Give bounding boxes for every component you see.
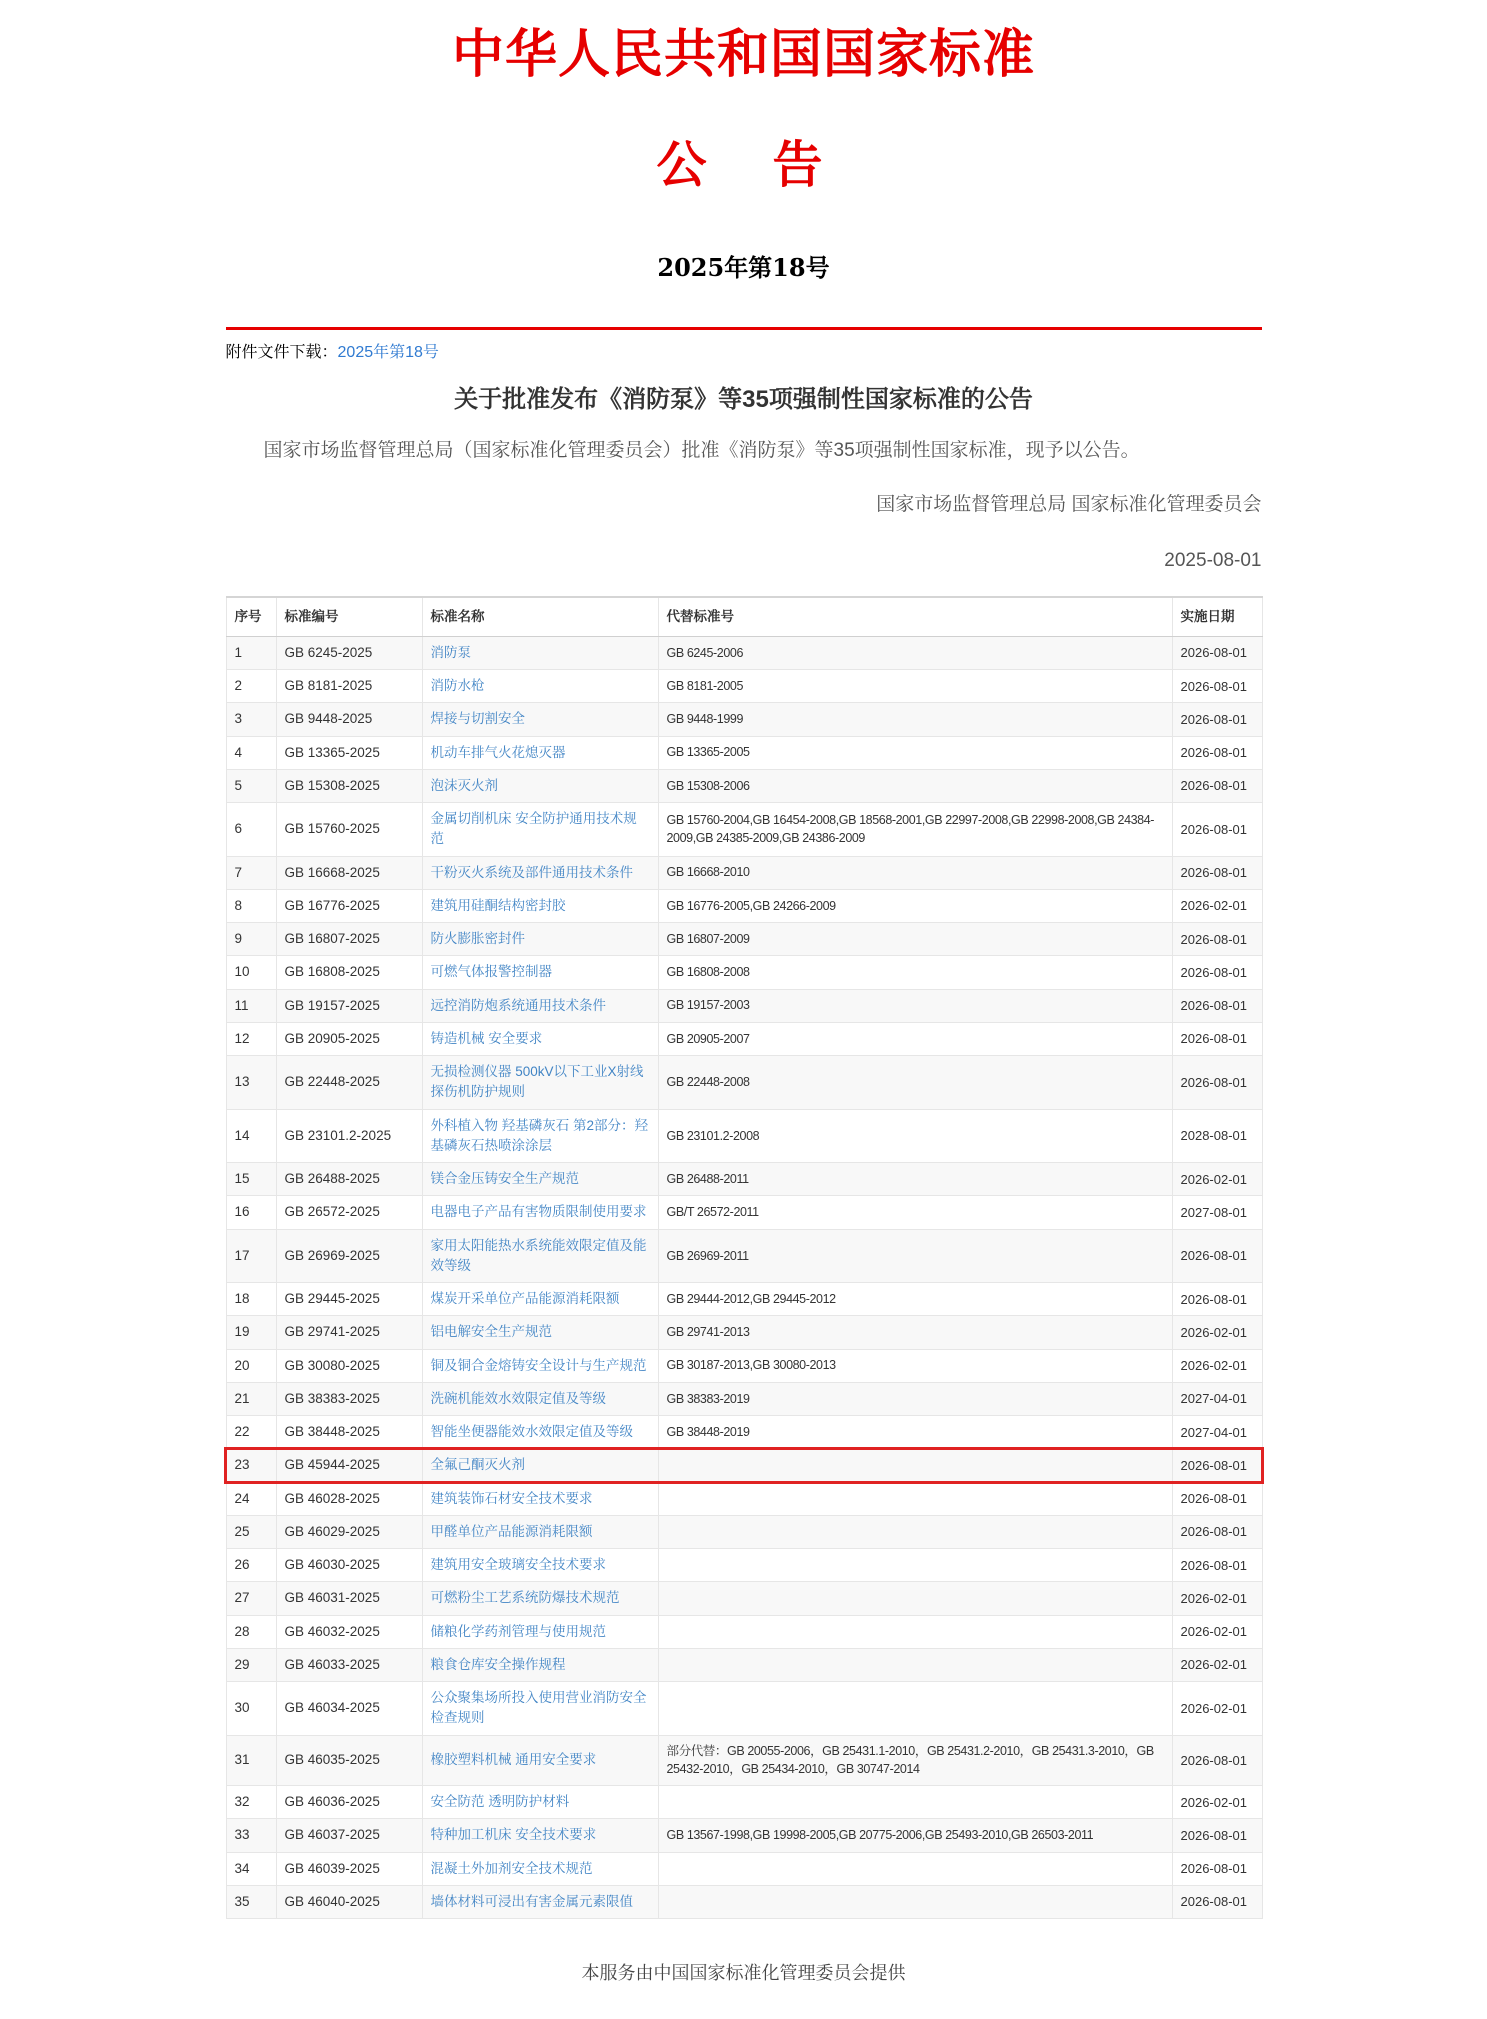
replaced-standards (658, 1515, 1172, 1548)
standard-code: GB 15308-2025 (276, 769, 422, 802)
replaced-standards: GB/T 26572-2011 (658, 1196, 1172, 1229)
row-number: 20 (226, 1349, 276, 1382)
row-number: 21 (226, 1382, 276, 1415)
implementation-date: 2026-08-01 (1172, 670, 1262, 703)
table-row (226, 1482, 1262, 1515)
column-header-date: 实施日期 (1172, 597, 1262, 637)
standard-code: GB 46030-2025 (276, 1549, 422, 1582)
standard-name-link[interactable]: 可燃粉尘工艺系统防爆技术规范 (430, 1590, 620, 1606)
standard-code: GB 38383-2025 (276, 1382, 422, 1415)
implementation-date: 2026-08-01 (1172, 1482, 1262, 1515)
standard-name-cell (422, 856, 658, 889)
replaced-standards (658, 1648, 1172, 1681)
standard-name-cell (422, 1786, 658, 1819)
replaced-standards: GB 15308-2006 (658, 769, 1172, 802)
row-number: 3 (226, 703, 276, 736)
standard-code: GB 46034-2025 (276, 1682, 422, 1736)
implementation-date: 2028-08-01 (1172, 1109, 1262, 1163)
replaced-standards: GB 29741-2013 (658, 1316, 1172, 1349)
row-number: 34 (226, 1852, 276, 1885)
replaced-standards: GB 20905-2007 (658, 1022, 1172, 1055)
implementation-date: 2026-02-01 (1172, 1648, 1262, 1681)
attachment-label: 附件文件下载： (225, 343, 338, 361)
implementation-date: 2026-02-01 (1172, 1682, 1262, 1736)
standard-code: GB 45944-2025 (276, 1449, 422, 1482)
table-row (226, 670, 1262, 703)
implementation-date: 2026-02-01 (1172, 1615, 1262, 1648)
replaced-standards: GB 19157-2003 (658, 989, 1172, 1022)
standard-name-cell (422, 1482, 658, 1515)
replaced-standards: GB 9448-1999 (658, 703, 1172, 736)
table-row (226, 636, 1262, 669)
table-row (226, 1283, 1262, 1316)
standard-name-link[interactable]: 全氟己酮灭火剂 (430, 1457, 525, 1473)
standard-name-cell (422, 956, 658, 989)
standard-name-cell (422, 1163, 658, 1196)
standard-name-link[interactable]: 镁合金压铸安全生产规范 (430, 1171, 579, 1187)
implementation-date: 2026-08-01 (1172, 1735, 1262, 1786)
replaced-standards: GB 6245-2006 (658, 636, 1172, 669)
implementation-date: 2026-02-01 (1172, 1582, 1262, 1615)
standard-name-cell (422, 1735, 658, 1786)
standard-name-cell (422, 1316, 658, 1349)
table-row (226, 1229, 1262, 1283)
attachment-bar (226, 327, 1262, 362)
table-row (226, 1582, 1262, 1615)
standard-code: GB 46036-2025 (276, 1786, 422, 1819)
replaced-standards: GB 38448-2019 (658, 1416, 1172, 1449)
standard-name-link[interactable]: 特种加工机床 安全技术要求 (430, 1827, 597, 1843)
notice-heading: 关于批准发布《消防泵》等35项强制性国家标准的公告 (454, 385, 1033, 413)
row-number: 11 (226, 989, 276, 1022)
table-row (226, 1735, 1262, 1786)
replaced-standards: GB 30187-2013,GB 30080-2013 (658, 1349, 1172, 1382)
implementation-date: 2026-02-01 (1172, 1786, 1262, 1819)
row-number: 30 (226, 1682, 276, 1736)
row-number: 33 (226, 1819, 276, 1852)
implementation-date: 2026-08-01 (1172, 1283, 1262, 1316)
standard-name-cell (422, 803, 658, 857)
standard-code: GB 26969-2025 (276, 1229, 422, 1283)
implementation-date: 2026-02-01 (1172, 1349, 1262, 1382)
standard-code: GB 30080-2025 (276, 1349, 422, 1382)
implementation-date: 2026-08-01 (1172, 1449, 1262, 1482)
table-row (226, 703, 1262, 736)
table-row (226, 1109, 1262, 1163)
standard-name-cell (422, 889, 658, 922)
row-number: 23 (226, 1449, 276, 1482)
implementation-date: 2026-08-01 (1172, 703, 1262, 736)
standard-name-cell (422, 1109, 658, 1163)
standard-code: GB 46035-2025 (276, 1735, 422, 1786)
standard-code: GB 19157-2025 (276, 989, 422, 1022)
implementation-date: 2026-08-01 (1172, 1229, 1262, 1283)
implementation-date: 2026-08-01 (1172, 1885, 1262, 1918)
implementation-date: 2026-08-01 (1172, 769, 1262, 802)
row-number: 31 (226, 1735, 276, 1786)
standard-name-cell (422, 1449, 658, 1482)
standard-code: GB 6245-2025 (276, 636, 422, 669)
standard-code: GB 46032-2025 (276, 1615, 422, 1648)
table-row (226, 956, 1262, 989)
row-number: 28 (226, 1615, 276, 1648)
notice-body: 国家市场监督管理总局（国家标准化管理委员会）批准《消防泵》等35项强制性国家标准，现予以公告。 (263, 440, 1140, 462)
replaced-standards (658, 1549, 1172, 1582)
standard-name-link[interactable]: 墙体材料可浸出有害金属元素限值 (430, 1893, 633, 1909)
standard-code: GB 20905-2025 (276, 1022, 422, 1055)
page-title: 中华人民共和国国家标准 (451, 24, 1035, 85)
row-number: 5 (226, 769, 276, 802)
standard-name-cell (422, 1416, 658, 1449)
notice-date: 2025-08-01 (1164, 549, 1262, 571)
standard-name-link[interactable]: 建筑用安全玻璃安全技术要求 (430, 1557, 606, 1573)
standard-code: GB 8181-2025 (276, 670, 422, 703)
row-number: 14 (226, 1109, 276, 1163)
row-number: 25 (226, 1515, 276, 1548)
row-number: 2 (226, 670, 276, 703)
implementation-date: 2026-08-01 (1172, 956, 1262, 989)
standard-code: GB 16808-2025 (276, 956, 422, 989)
standard-name-cell (422, 1582, 658, 1615)
standard-code: GB 29741-2025 (276, 1316, 422, 1349)
table-row (226, 803, 1262, 857)
page-subtitle: 公 告 (656, 135, 831, 195)
standard-name-link[interactable]: 机动车排气火花熄灭器 (430, 744, 566, 760)
standard-name-link[interactable]: 无损检测仪器 500kV以下工业X射线探伤机防护规则 (430, 1064, 644, 1100)
row-number: 10 (226, 956, 276, 989)
implementation-date: 2026-08-01 (1172, 1819, 1262, 1852)
implementation-date: 2026-08-01 (1172, 1022, 1262, 1055)
replaced-standards: GB 16808-2008 (658, 956, 1172, 989)
standard-name-link[interactable]: 防火膨胀密封件 (430, 931, 525, 947)
table-row (226, 1163, 1262, 1196)
row-number: 13 (226, 1056, 276, 1110)
standard-name-link[interactable]: 安全防范 透明防护材料 (430, 1794, 570, 1810)
standard-name-cell (422, 1615, 658, 1648)
table-row (226, 1819, 1262, 1852)
standard-name-link[interactable]: 泡沫灭火剂 (430, 777, 498, 793)
table-row (226, 736, 1262, 769)
table-row (226, 1022, 1262, 1055)
replaced-standards (658, 1682, 1172, 1736)
replaced-standards (658, 1852, 1172, 1885)
implementation-date: 2026-02-01 (1172, 889, 1262, 922)
replaced-standards: GB 16668-2010 (658, 856, 1172, 889)
replaced-standards (658, 1582, 1172, 1615)
standard-name-link[interactable]: 煤炭开采单位产品能源消耗限额 (430, 1291, 620, 1307)
standard-code: GB 46039-2025 (276, 1852, 422, 1885)
replaced-standards: GB 26969-2011 (658, 1229, 1172, 1283)
standard-code: GB 16668-2025 (276, 856, 422, 889)
implementation-date: 2026-08-01 (1172, 1852, 1262, 1885)
standard-name-cell (422, 1515, 658, 1548)
table-row (226, 1786, 1262, 1819)
standard-name-link[interactable]: 金属切削机床 安全防护通用技术规范 (430, 811, 637, 847)
standard-code: GB 15760-2025 (276, 803, 422, 857)
standard-name-cell (422, 1196, 658, 1229)
table-row (226, 1852, 1262, 1885)
row-number: 26 (226, 1549, 276, 1582)
table-header-row (226, 597, 1262, 637)
table-row (226, 1615, 1262, 1648)
standard-name-link[interactable]: 洗碗机能效水效限定值及等级 (430, 1390, 606, 1406)
implementation-date: 2027-08-01 (1172, 1196, 1262, 1229)
standard-code: GB 46029-2025 (276, 1515, 422, 1548)
row-number: 29 (226, 1648, 276, 1681)
row-number: 4 (226, 736, 276, 769)
row-number: 24 (226, 1482, 276, 1515)
implementation-date: 2026-02-01 (1172, 1316, 1262, 1349)
standard-name-link[interactable]: 建筑装饰石材安全技术要求 (430, 1490, 593, 1506)
implementation-date: 2026-08-01 (1172, 923, 1262, 956)
standard-name-link[interactable]: 可燃气体报警控制器 (430, 964, 552, 980)
table-row (226, 1885, 1262, 1918)
notice-signature: 国家市场监督管理总局 国家标准化管理委员会 (876, 493, 1262, 515)
implementation-date: 2026-08-01 (1172, 1515, 1262, 1548)
replaced-standards: GB 26488-2011 (658, 1163, 1172, 1196)
standard-name-cell (422, 923, 658, 956)
standard-code: GB 46028-2025 (276, 1482, 422, 1515)
standard-name-link[interactable]: 消防泵 (430, 644, 471, 660)
standard-name-cell (422, 1283, 658, 1316)
announcement-page (226, 0, 1262, 2019)
implementation-date: 2027-04-01 (1172, 1416, 1262, 1449)
standard-code: GB 46031-2025 (276, 1582, 422, 1615)
standard-name-cell (422, 736, 658, 769)
standard-name-cell (422, 1885, 658, 1918)
table-row (226, 1515, 1262, 1548)
table-row (226, 1056, 1262, 1110)
standard-name-link[interactable]: 焊接与切割安全 (430, 711, 525, 727)
attachment-download-link[interactable]: 2025年第18号 (337, 343, 439, 361)
row-number: 22 (226, 1416, 276, 1449)
standard-name-cell (422, 703, 658, 736)
implementation-date: 2026-02-01 (1172, 1163, 1262, 1196)
table-row (226, 1682, 1262, 1736)
replaced-standards: GB 13567-1998,GB 19998-2005,GB 20775-2006,GB 25493-2010,GB 26503-2011 (658, 1819, 1172, 1852)
replaced-standards (658, 1786, 1172, 1819)
standard-name-cell (422, 1382, 658, 1415)
replaced-standards: GB 38383-2019 (658, 1382, 1172, 1415)
standard-code: GB 13365-2025 (276, 736, 422, 769)
table-row (226, 1549, 1262, 1582)
standard-name-link[interactable]: 干粉灭火系统及部件通用技术条件 (430, 864, 633, 880)
replaced-standards (658, 1885, 1172, 1918)
row-number: 35 (226, 1885, 276, 1918)
replaced-standards: 部分代替：GB 20055-2006，GB 25431.1-2010，GB 25431.2-2010，GB 25431.3-2010，GB 25432-2010，GB 25434-2010，GB 30747-2014 (658, 1735, 1172, 1786)
standard-name-link[interactable]: 远控消防炮系统通用技术条件 (430, 997, 606, 1013)
standard-code: GB 26488-2025 (276, 1163, 422, 1196)
row-number: 27 (226, 1582, 276, 1615)
standard-code: GB 16807-2025 (276, 923, 422, 956)
standard-name-cell (422, 636, 658, 669)
standard-name-cell (422, 1852, 658, 1885)
standard-code: GB 9448-2025 (276, 703, 422, 736)
row-number: 6 (226, 803, 276, 857)
row-number: 18 (226, 1283, 276, 1316)
standard-name-link[interactable]: 铸造机械 安全要求 (430, 1030, 543, 1046)
table-row (226, 1196, 1262, 1229)
issue-number: 2025年第18号 (657, 253, 830, 283)
standard-name-cell (422, 1819, 658, 1852)
standard-name-cell (422, 769, 658, 802)
standard-name-cell (422, 1056, 658, 1110)
replaced-standards: GB 13365-2005 (658, 736, 1172, 769)
row-number: 7 (226, 856, 276, 889)
replaced-standards: GB 8181-2005 (658, 670, 1172, 703)
row-number: 12 (226, 1022, 276, 1055)
column-header-name: 标准名称 (422, 597, 658, 637)
table-row (226, 1648, 1262, 1681)
standard-code: GB 46037-2025 (276, 1819, 422, 1852)
row-number: 8 (226, 889, 276, 922)
implementation-date: 2026-08-01 (1172, 1056, 1262, 1110)
row-number: 19 (226, 1316, 276, 1349)
standard-code: GB 46040-2025 (276, 1885, 422, 1918)
column-header-replaces: 代替标准号 (658, 597, 1172, 637)
standard-code: GB 46033-2025 (276, 1648, 422, 1681)
implementation-date: 2026-08-01 (1172, 989, 1262, 1022)
column-header-code: 标准编号 (276, 597, 422, 637)
table-row (226, 1416, 1262, 1449)
row-number: 15 (226, 1163, 276, 1196)
replaced-standards: GB 22448-2008 (658, 1056, 1172, 1110)
table-row (226, 856, 1262, 889)
standard-name-link[interactable]: 外科植入物 羟基磷灰石 第2部分：羟基磷灰石热喷涂涂层 (430, 1117, 649, 1153)
table-row (226, 923, 1262, 956)
replaced-standards: GB 29444-2012,GB 29445-2012 (658, 1283, 1172, 1316)
standard-code: GB 26572-2025 (276, 1196, 422, 1229)
implementation-date: 2027-04-01 (1172, 1382, 1262, 1415)
implementation-date: 2026-08-01 (1172, 856, 1262, 889)
column-header-no: 序号 (226, 597, 276, 637)
table-row (226, 1316, 1262, 1349)
table-row (226, 1349, 1262, 1382)
standards-table (226, 596, 1263, 1920)
row-number: 17 (226, 1229, 276, 1283)
standard-name-cell (422, 1349, 658, 1382)
standard-name-cell (422, 1549, 658, 1582)
standard-name-link[interactable]: 储粮化学药剂管理与使用规范 (430, 1623, 606, 1639)
implementation-date: 2026-08-01 (1172, 636, 1262, 669)
table-row (226, 1449, 1262, 1482)
replaced-standards: GB 16776-2005,GB 24266-2009 (658, 889, 1172, 922)
standard-name-link[interactable]: 公众聚集场所投入使用营业消防安全检查规则 (430, 1690, 647, 1726)
row-number: 9 (226, 923, 276, 956)
standard-name-cell (422, 1682, 658, 1736)
standard-code: GB 16776-2025 (276, 889, 422, 922)
replaced-standards: GB 15760-2004,GB 16454-2008,GB 18568-2001,GB 22997-2008,GB 22998-2008,GB 24384-2009,GB 24385-2009,GB 24386-2009 (658, 803, 1172, 857)
implementation-date: 2026-08-01 (1172, 803, 1262, 857)
replaced-standards: GB 16807-2009 (658, 923, 1172, 956)
standard-name-link[interactable]: 铜及铜合金熔铸安全设计与生产规范 (430, 1357, 647, 1373)
replaced-standards: GB 23101.2-2008 (658, 1109, 1172, 1163)
replaced-standards (658, 1482, 1172, 1515)
standard-name-link[interactable]: 消防水枪 (430, 678, 485, 694)
standard-name-link[interactable]: 粮食仓库安全操作规程 (430, 1656, 566, 1672)
replaced-standards (658, 1449, 1172, 1482)
standard-code: GB 29445-2025 (276, 1283, 422, 1316)
implementation-date: 2026-08-01 (1172, 736, 1262, 769)
standards-table-body (226, 636, 1262, 1918)
standard-name-link[interactable]: 智能坐便器能效水效限定值及等级 (430, 1424, 633, 1440)
row-number: 1 (226, 636, 276, 669)
table-row (226, 769, 1262, 802)
standard-name-cell (422, 1648, 658, 1681)
table-row (226, 1382, 1262, 1415)
standard-code: GB 38448-2025 (276, 1416, 422, 1449)
standard-name-cell (422, 1022, 658, 1055)
table-row (226, 889, 1262, 922)
site-footer: 本服务由中国国家标准化管理委员会提供 (581, 1963, 906, 1984)
standard-name-cell (422, 670, 658, 703)
standard-name-link[interactable]: 建筑用硅酮结构密封胶 (430, 897, 566, 913)
standard-name-link[interactable]: 家用太阳能热水系统能效限定值及能效等级 (430, 1237, 647, 1273)
table-row (226, 989, 1262, 1022)
row-number: 32 (226, 1786, 276, 1819)
standard-code: GB 22448-2025 (276, 1056, 422, 1110)
replaced-standards (658, 1615, 1172, 1648)
standard-name-link[interactable]: 橡胶塑料机械 通用安全要求 (430, 1752, 597, 1768)
standard-name-cell (422, 1229, 658, 1283)
row-number: 16 (226, 1196, 276, 1229)
standard-name-link[interactable]: 电器电子产品有害物质限制使用要求 (430, 1204, 647, 1220)
standard-name-link[interactable]: 甲醛单位产品能源消耗限额 (430, 1523, 593, 1539)
standard-name-link[interactable]: 铝电解安全生产规范 (430, 1324, 552, 1340)
standard-name-link[interactable]: 混凝土外加剂安全技术规范 (430, 1860, 593, 1876)
standard-name-cell (422, 989, 658, 1022)
standard-code: GB 23101.2-2025 (276, 1109, 422, 1163)
implementation-date: 2026-08-01 (1172, 1549, 1262, 1582)
